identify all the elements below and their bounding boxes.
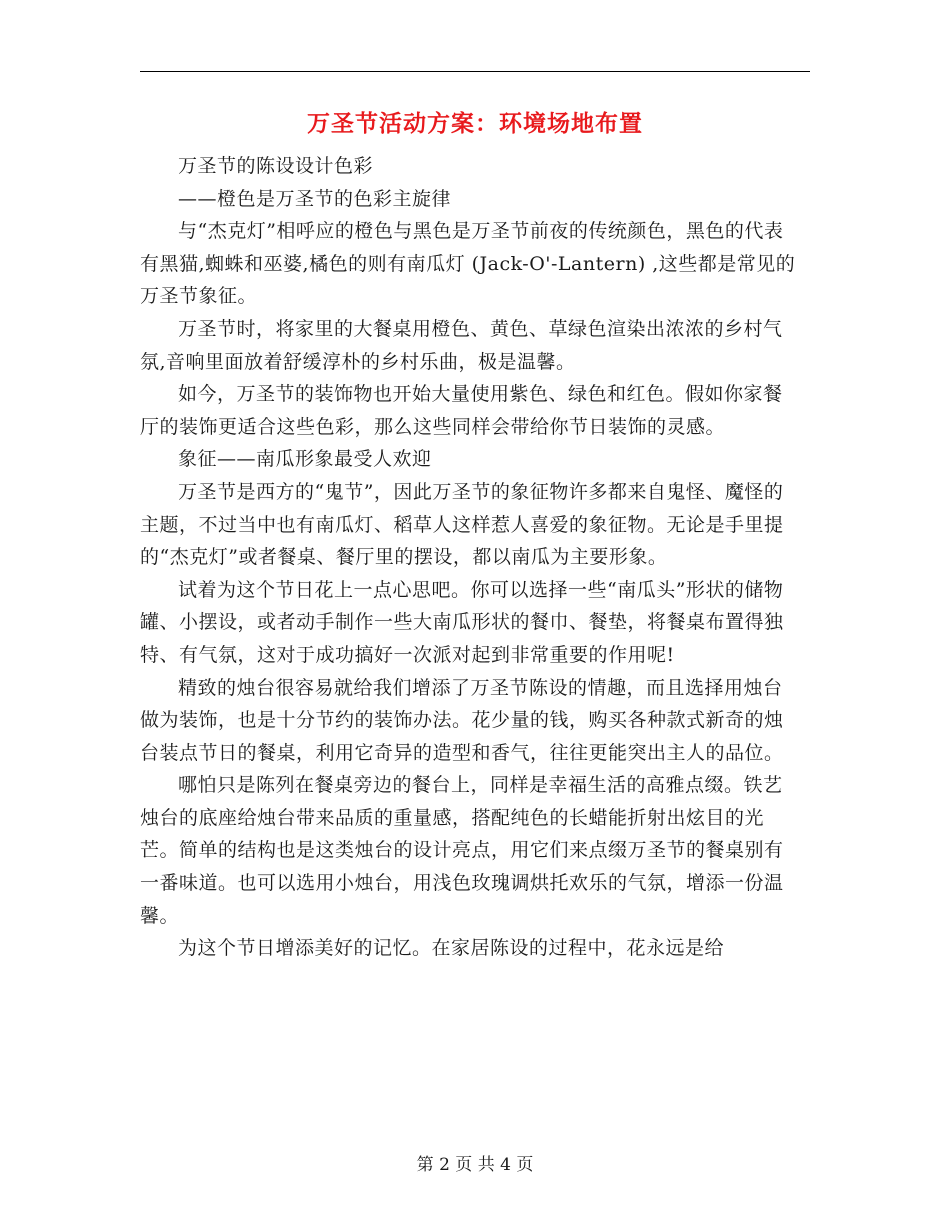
paragraph-traditional-colors: 与“杰克灯”相呼应的橙色与黑色是万圣节前夜的传统颜色，黑色的代表有黑猫,蜘蛛和巫婆,橘色的则有南瓜灯 (Jack-O'-Lantern) ,这些都是常见的万圣节象征。 <box>140 220 796 308</box>
paragraph-pumpkin-decor: 试着为这个节日花上一点心思吧。你可以选择一些“南瓜头”形状的储物罐、小摆设，或者动手制作一些大南瓜形状的餐巾、餐垫，将餐桌布置得独特、有气氛，这对于成功搞好一次派对起到非常重要的作用呢! <box>140 578 784 666</box>
paragraph-candlestick: 精致的烛台很容易就给我们增添了万圣节陈设的情趣，而且选择用烛台做为装饰，也是十分节约的装饰办法。花少量的钱，购买各种款式新奇的烛台装点节日的餐桌，利用它奇异的造型和香气，往往更能突出主人的品位。 <box>140 676 784 764</box>
paragraph-table-colors: 万圣节时，将家里的大餐桌用橙色、黄色、草绿色渲染出浓浓的乡村气氛,音响里面放着舒缓淳朴的乡村乐曲，极是温馨。 <box>140 317 783 373</box>
paragraph-flowers: 为这个节日增添美好的记忆。在家居陈设的过程中，花永远是给 <box>178 937 725 960</box>
paragraph-color-heading: 万圣节的陈设设计色彩 <box>178 155 374 177</box>
paragraph-color-subheading: ——橙色是万圣节的色彩主旋律 <box>178 187 452 210</box>
document-title: 万圣节活动方案：环境场地布置 <box>307 110 643 137</box>
page-number-footer: 第 2 页 共 4 页 <box>416 1155 534 1175</box>
document-body <box>140 150 798 965</box>
paragraph-symbol-heading: 象征——南瓜形象最受人欢迎 <box>178 448 432 471</box>
header-rule <box>140 71 810 72</box>
paragraph-iron-candlestick: 哪怕只是陈列在餐桌旁边的餐台上，同样是幸福生活的高雅点缀。铁艺烛台的底座给烛台带来品质的重量感，搭配纯色的长蜡能折射出炫目的光芒。简单的结构也是这类烛台的设计亮点，用它们来点缀万圣节的餐桌别有一番味道。也可以选用小烛台，用浅色玫瑰调烘托欢乐的气氛，增添一份温馨。 <box>140 774 784 927</box>
paragraph-modern-colors: 如今，万圣节的装饰物也开始大量使用紫色、绿色和红色。假如你家餐厅的装饰更适合这些色彩，那么这些同样会带给你节日装饰的灵感。 <box>140 383 783 438</box>
paragraph-ghost-festival: 万圣节是西方的“鬼节”，因此万圣节的象征物许多都来自鬼怪、魔怪的主题，不过当中也有南瓜灯、稻草人这样惹人喜爱的象征物。无论是手里提的“杰克灯”或者餐桌、餐厅里的摆设，都以南瓜为主要形象。 <box>140 480 784 569</box>
